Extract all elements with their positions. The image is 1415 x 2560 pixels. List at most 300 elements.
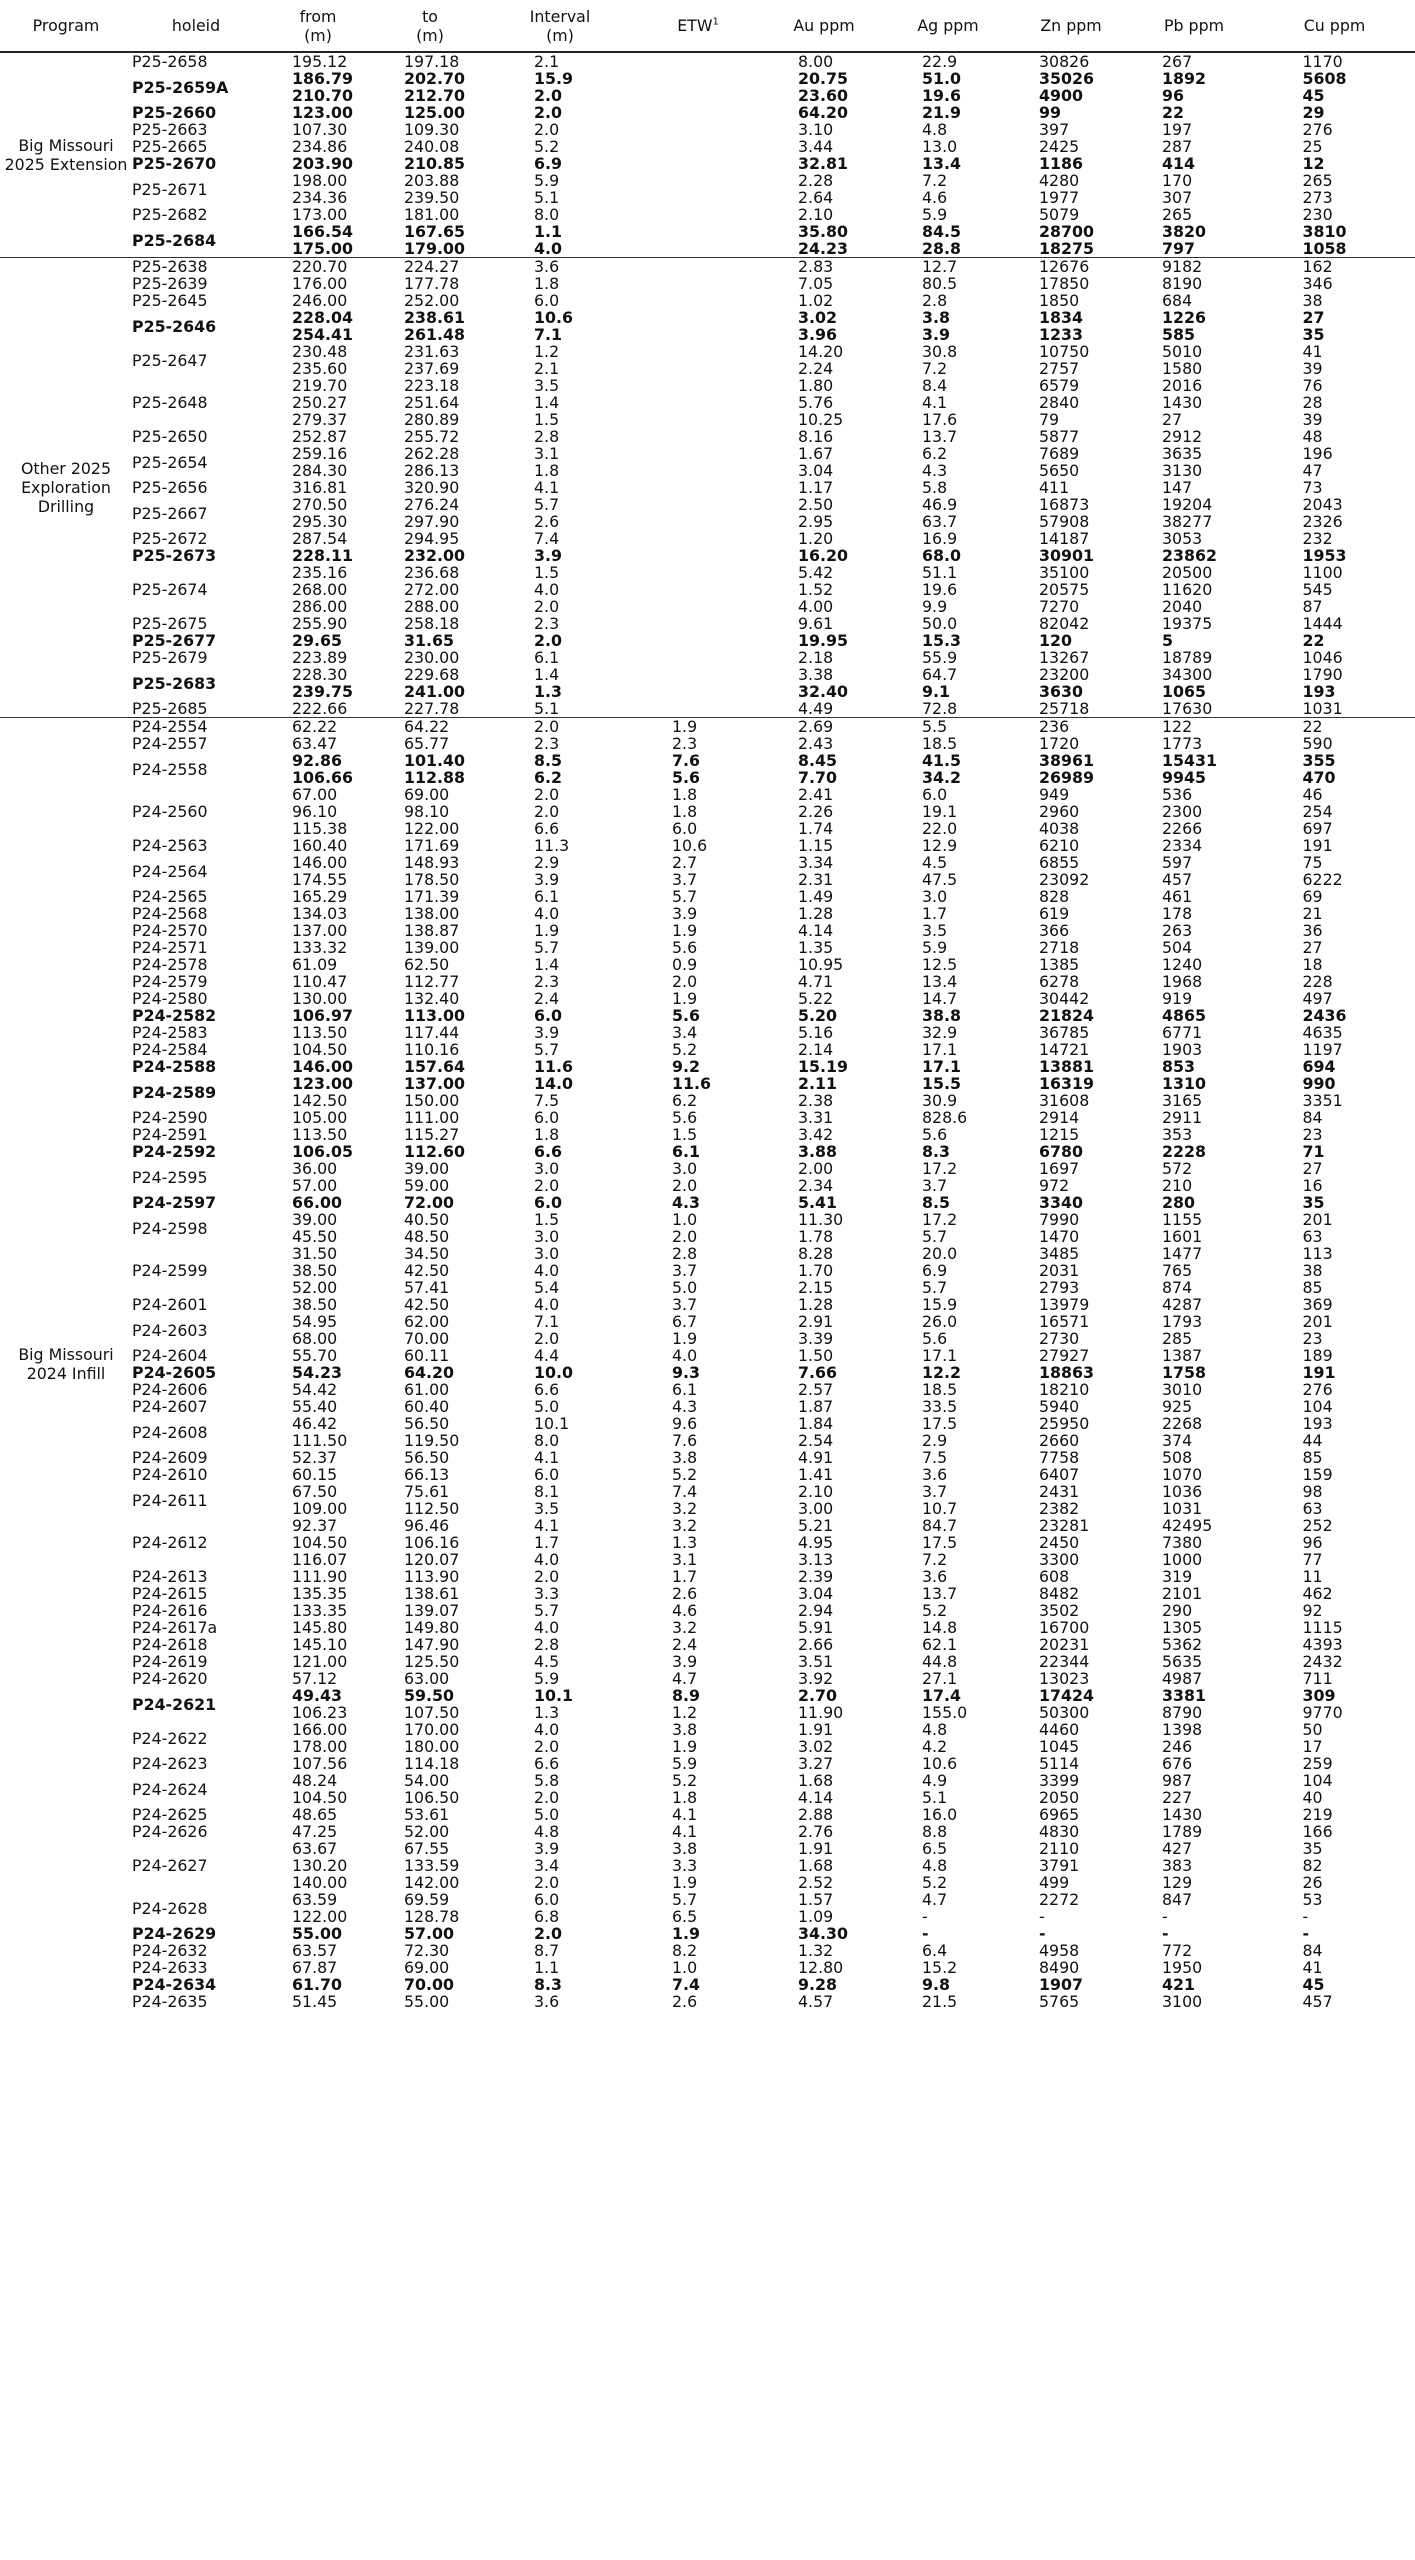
cell-zn: [1008, 1415, 1134, 1432]
hole-id: [132, 1194, 260, 1211]
cell-from-value: 175.00: [292, 240, 353, 258]
cell-au-value: 2.28: [798, 172, 834, 189]
cell-cu-value: 191: [1302, 1364, 1336, 1381]
cell-from: [260, 1364, 376, 1381]
cell-ag-value: 155.0: [922, 1704, 968, 1721]
cell-ag-value: 12.9: [922, 837, 958, 854]
cell-cu-value: 21: [1302, 905, 1323, 922]
cell-cu: [1254, 292, 1415, 309]
hole-id-text: P25-2671: [132, 179, 208, 199]
cell-au-value: 2.43: [798, 735, 834, 752]
cell-interval: [484, 377, 636, 394]
cell-au: [760, 223, 888, 240]
cell-to-value: 138.87: [404, 922, 460, 939]
cell-ag: [888, 1704, 1008, 1721]
cell-cu: [1254, 309, 1415, 326]
header-from-unit: (m): [304, 25, 332, 45]
cell-au-value: 3.39: [798, 1330, 834, 1347]
hole-id: [132, 922, 260, 939]
cell-interval-value: 1.3: [534, 683, 562, 700]
cell-zn-value: 6579: [1039, 377, 1080, 394]
cell-zn: [1008, 1126, 1134, 1143]
cell-to: [376, 1993, 484, 2010]
table-row: [0, 1466, 1415, 1483]
cell-from-value: 223.89: [292, 649, 348, 666]
cell-interval: [484, 530, 636, 547]
cell-ag: [888, 1313, 1008, 1330]
cell-to-value: 320.90: [404, 479, 460, 496]
hole-id: [132, 1823, 260, 1840]
cell-ag-value: 13.7: [922, 428, 958, 445]
cell-cu-value: 76: [1302, 377, 1323, 394]
cell-interval: [484, 1262, 636, 1279]
cell-cu: [1254, 752, 1415, 769]
cell-au: [760, 462, 888, 479]
cell-to-value: 179.00: [404, 240, 465, 258]
cell-ag: [888, 1228, 1008, 1245]
cell-to-value: 40.50: [404, 1211, 450, 1228]
cell-ag: [888, 1925, 1008, 1942]
cell-etw-value: 1.2: [672, 1704, 698, 1721]
cell-interval: [484, 258, 636, 276]
cell-etw-value: 5.6: [672, 939, 698, 956]
hole-id: [132, 1585, 260, 1602]
cell-etw: [636, 1381, 760, 1398]
cell-interval-value: 14.0: [534, 1075, 573, 1092]
cell-zn-value: 7990: [1039, 1211, 1080, 1228]
cell-au-value: 2.94: [798, 1602, 834, 1619]
cell-pb: [1134, 871, 1254, 888]
cell-pb-value: 2911: [1162, 1109, 1203, 1126]
cell-au: [760, 973, 888, 990]
cell-zn-value: 13881: [1039, 1058, 1094, 1075]
table-row: [0, 837, 1415, 854]
cell-ag-value: 4.5: [922, 854, 948, 871]
cell-zn-value: 16873: [1039, 496, 1090, 513]
cell-pb: [1134, 1772, 1254, 1789]
cell-ag-value: 84.5: [922, 223, 961, 240]
hole-id: [132, 1891, 260, 1925]
cell-etw: [636, 258, 760, 276]
cell-zn-value: 1907: [1039, 1976, 1083, 1993]
cell-from: [260, 104, 376, 121]
cell-from: [260, 718, 376, 736]
cell-to-value: 138.61: [404, 1585, 460, 1602]
cell-etw: [636, 718, 760, 736]
hole-id: [132, 547, 260, 564]
cell-to: [376, 513, 484, 530]
cell-cu: [1254, 411, 1415, 428]
hole-id-text: P25-2663: [132, 121, 208, 138]
table-row: [0, 1942, 1415, 1959]
cell-to-value: 230.00: [404, 649, 460, 666]
table-row: [0, 700, 1415, 718]
cell-zn-value: 30826: [1039, 52, 1090, 70]
cell-ag-value: 17.6: [922, 411, 958, 428]
cell-zn: [1008, 1347, 1134, 1364]
cell-cu-value: 2436: [1302, 1007, 1347, 1024]
cell-from-value: 173.00: [292, 206, 348, 223]
cell-from-value: 63.47: [292, 735, 338, 752]
cell-from-value: 105.00: [292, 1109, 348, 1126]
cell-ag: [888, 956, 1008, 973]
cell-au-value: 5.21: [798, 1517, 834, 1534]
cell-cu: [1254, 1687, 1415, 1704]
cell-cu: [1254, 223, 1415, 240]
cell-cu: [1254, 666, 1415, 683]
cell-au: [760, 1976, 888, 1993]
cell-interval: [484, 1296, 636, 1313]
cell-cu-value: 697: [1302, 820, 1333, 837]
cell-au: [760, 990, 888, 1007]
cell-au-value: 32.81: [798, 155, 848, 172]
hole-id: [132, 530, 260, 547]
cell-zn-value: 26989: [1039, 769, 1094, 786]
cell-zn-value: 236: [1039, 717, 1070, 735]
cell-interval-value: 2.0: [534, 1177, 560, 1194]
cell-zn-value: 1720: [1039, 735, 1080, 752]
cell-ag: [888, 87, 1008, 104]
cell-to-value: 142.00: [404, 1874, 460, 1891]
cell-interval-value: 3.6: [534, 1993, 560, 2010]
cell-to: [376, 1381, 484, 1398]
cell-interval: [484, 1245, 636, 1262]
cell-zn-value: 3502: [1039, 1602, 1080, 1619]
cell-interval: [484, 1619, 636, 1636]
cell-cu: [1254, 275, 1415, 292]
cell-ag-value: 5.1: [922, 1789, 948, 1806]
cell-ag: [888, 104, 1008, 121]
cell-au-value: 1.74: [798, 820, 834, 837]
cell-from-value: 198.00: [292, 172, 348, 189]
cell-cu: [1254, 258, 1415, 276]
cell-ag-value: 5.8: [922, 479, 948, 496]
cell-interval-value: 4.8: [534, 1823, 560, 1840]
cell-to-value: 112.60: [404, 1143, 465, 1160]
cell-zn: [1008, 632, 1134, 649]
cell-pb-value: 1477: [1162, 1245, 1203, 1262]
header-etw-footnote: 1: [712, 16, 719, 28]
cell-au: [760, 683, 888, 700]
cell-interval-value: 5.2: [534, 138, 560, 155]
cell-zn-value: 120: [1039, 632, 1072, 649]
cell-pb-value: 414: [1162, 155, 1195, 172]
cell-cu-value: -: [1302, 1908, 1309, 1925]
cell-from-value: 165.29: [292, 888, 348, 905]
cell-zn: [1008, 1211, 1134, 1228]
cell-interval: [484, 1534, 636, 1551]
cell-pb: [1134, 1908, 1254, 1925]
cell-to-value: 59.50: [404, 1687, 454, 1704]
cell-pb-value: 227: [1162, 1789, 1193, 1806]
cell-cu-value: 69: [1302, 888, 1323, 905]
cell-from: [260, 956, 376, 973]
cell-cu-value: 159: [1302, 1466, 1333, 1483]
hole-id: [132, 1619, 260, 1636]
cell-au-value: 1.35: [798, 939, 834, 956]
cell-pb-value: 9945: [1162, 769, 1206, 786]
cell-zn-value: 828: [1039, 888, 1070, 905]
cell-pb-value: 676: [1162, 1755, 1193, 1772]
cell-cu-value: 27: [1302, 939, 1323, 956]
hole-id-text: P24-2595: [132, 1167, 208, 1187]
cell-from-value: 146.00: [292, 1058, 353, 1075]
cell-etw-value: 1.0: [672, 1959, 698, 1976]
cell-etw-value: 1.5: [672, 1126, 698, 1143]
cell-to-value: 231.63: [404, 343, 460, 360]
cell-to: [376, 820, 484, 837]
cell-etw-value: 3.1: [672, 1551, 698, 1568]
cell-from: [260, 973, 376, 990]
cell-au-value: 32.40: [798, 683, 848, 700]
cell-zn-value: 14721: [1039, 1041, 1090, 1058]
cell-au: [760, 1330, 888, 1347]
cell-cu: [1254, 326, 1415, 343]
cell-pb-value: 536: [1162, 786, 1193, 803]
cell-pb: [1134, 803, 1254, 820]
cell-pb: [1134, 1024, 1254, 1041]
cell-ag-value: 34.2: [922, 769, 961, 786]
cell-to-value: 197.18: [404, 52, 460, 70]
header-from: from (m): [260, 0, 376, 52]
cell-etw-value: 10.6: [672, 837, 708, 854]
cell-ag: [888, 1143, 1008, 1160]
cell-pb-value: 772: [1162, 1942, 1193, 1959]
cell-au-value: 3.44: [798, 138, 834, 155]
cell-to-value: 139.00: [404, 939, 460, 956]
cell-pb: [1134, 1330, 1254, 1347]
cell-zn: [1008, 1959, 1134, 1976]
cell-to-value: 170.00: [404, 1721, 460, 1738]
cell-to-value: 148.93: [404, 854, 460, 871]
cell-ag-value: 46.9: [922, 496, 958, 513]
cell-ag: [888, 1432, 1008, 1449]
cell-interval-value: 2.6: [534, 513, 560, 530]
cell-ag-value: 32.9: [922, 1024, 958, 1041]
table-body: [0, 52, 1415, 2010]
cell-from: [260, 1075, 376, 1092]
cell-interval: [484, 1738, 636, 1755]
cell-au: [760, 718, 888, 736]
cell-to: [376, 718, 484, 736]
cell-to: [376, 1126, 484, 1143]
cell-zn-value: 608: [1039, 1568, 1070, 1585]
cell-cu: [1254, 1262, 1415, 1279]
cell-interval: [484, 1211, 636, 1228]
cell-to: [376, 752, 484, 769]
cell-etw-value: 5.7: [672, 888, 698, 905]
cell-zn-value: 2110: [1039, 1840, 1080, 1857]
table-row: [0, 564, 1415, 581]
cell-ag: [888, 1007, 1008, 1024]
cell-interval-value: 1.4: [534, 666, 560, 683]
cell-ag: [888, 1653, 1008, 1670]
hole-id: [132, 1347, 260, 1364]
cell-ag: [888, 1041, 1008, 1058]
cell-cu-value: 232: [1302, 530, 1333, 547]
cell-interval-value: 6.0: [534, 1891, 560, 1908]
hole-id-text: P24-2611: [132, 1490, 208, 1510]
cell-etw-value: 7.6: [672, 1432, 698, 1449]
cell-pb: [1134, 1806, 1254, 1823]
cell-au: [760, 1517, 888, 1534]
cell-au: [760, 275, 888, 292]
cell-ag-value: 4.2: [922, 1738, 948, 1755]
cell-interval-value: 1.1: [534, 223, 562, 240]
cell-au: [760, 1160, 888, 1177]
cell-interval-value: 4.0: [534, 581, 560, 598]
cell-from-value: 57.12: [292, 1670, 338, 1687]
cell-au-value: 1.49: [798, 888, 834, 905]
cell-pb-value: 8790: [1162, 1704, 1203, 1721]
cell-ag: [888, 513, 1008, 530]
cell-au: [760, 1194, 888, 1211]
cell-to: [376, 1313, 484, 1330]
cell-from: [260, 837, 376, 854]
cell-etw: [636, 1160, 760, 1177]
cell-zn-value: 6855: [1039, 854, 1080, 871]
cell-cu: [1254, 1364, 1415, 1381]
cell-interval: [484, 683, 636, 700]
cell-etw: [636, 206, 760, 223]
cell-ag: [888, 1806, 1008, 1823]
cell-au: [760, 1551, 888, 1568]
cell-pb: [1134, 1313, 1254, 1330]
cell-au: [760, 1908, 888, 1925]
cell-zn-value: 17850: [1039, 275, 1090, 292]
hole-id: [132, 700, 260, 718]
cell-au: [760, 1211, 888, 1228]
table-row: [0, 615, 1415, 632]
cell-zn: [1008, 820, 1134, 837]
cell-from: [260, 479, 376, 496]
cell-zn: [1008, 1024, 1134, 1041]
cell-from: [260, 769, 376, 786]
cell-cu-value: 96: [1302, 1534, 1323, 1551]
cell-interval-value: 3.3: [534, 1585, 560, 1602]
cell-au-value: 1.50: [798, 1347, 834, 1364]
cell-from: [260, 1296, 376, 1313]
cell-to: [376, 1908, 484, 1925]
cell-au: [760, 1925, 888, 1942]
cell-au: [760, 769, 888, 786]
cell-interval-value: 1.2: [534, 343, 560, 360]
cell-zn: [1008, 1007, 1134, 1024]
cell-au-value: 2.10: [798, 206, 834, 223]
cell-to: [376, 70, 484, 87]
cell-etw-value: 4.0: [672, 1347, 698, 1364]
cell-to: [376, 803, 484, 820]
hole-id-text: P24-2560: [132, 802, 208, 821]
cell-zn: [1008, 1262, 1134, 1279]
cell-au: [760, 1670, 888, 1687]
cell-ag: [888, 275, 1008, 292]
cell-pb: [1134, 1279, 1254, 1296]
cell-from: [260, 1126, 376, 1143]
cell-interval-value: 6.0: [534, 1466, 560, 1483]
cell-to-value: 180.00: [404, 1738, 460, 1755]
cell-interval-value: 2.0: [534, 786, 560, 803]
cell-pb: [1134, 939, 1254, 956]
cell-from-value: 52.00: [292, 1279, 338, 1296]
cell-etw: [636, 104, 760, 121]
cell-etw-value: 2.7: [672, 854, 698, 871]
cell-interval: [484, 275, 636, 292]
cell-au-value: 7.70: [798, 769, 837, 786]
cell-to: [376, 121, 484, 138]
table-row: [0, 1398, 1415, 1415]
cell-cu-value: 4393: [1302, 1636, 1343, 1653]
cell-cu-value: 201: [1302, 1313, 1333, 1330]
cell-au: [760, 172, 888, 189]
cell-zn-value: 2914: [1039, 1109, 1080, 1126]
cell-to-value: 54.00: [404, 1772, 450, 1789]
cell-interval: [484, 1449, 636, 1466]
cell-zn: [1008, 1143, 1134, 1160]
cell-pb-value: 1000: [1162, 1551, 1203, 1568]
cell-pb-value: 1226: [1162, 309, 1206, 326]
cell-etw-value: 2.4: [672, 1636, 698, 1653]
cell-etw-value: 5.6: [672, 769, 700, 786]
cell-interval: [484, 496, 636, 513]
cell-etw: [636, 1789, 760, 1806]
cell-zn: [1008, 1789, 1134, 1806]
cell-interval-value: 6.6: [534, 1143, 562, 1160]
cell-cu: [1254, 1432, 1415, 1449]
cell-au-value: 3.92: [798, 1670, 834, 1687]
cell-to: [376, 1364, 484, 1381]
cell-to: [376, 1568, 484, 1585]
cell-interval-value: 5.0: [534, 1398, 560, 1415]
cell-zn: [1008, 700, 1134, 718]
cell-interval-value: 1.4: [534, 394, 560, 411]
cell-to: [376, 1925, 484, 1942]
hole-id: [132, 1772, 260, 1806]
cell-cu: [1254, 1840, 1415, 1857]
cell-pb: [1134, 530, 1254, 547]
cell-from: [260, 1908, 376, 1925]
cell-au: [760, 1075, 888, 1092]
cell-zn-value: 5765: [1039, 1993, 1080, 2010]
cell-etw: [636, 1636, 760, 1653]
cell-zn: [1008, 70, 1134, 87]
cell-zn: [1008, 1891, 1134, 1908]
cell-from: [260, 1772, 376, 1789]
cell-cu-value: 45: [1302, 87, 1325, 104]
cell-to: [376, 1619, 484, 1636]
cell-zn: [1008, 1160, 1134, 1177]
cell-cu-value: 85: [1302, 1279, 1323, 1296]
cell-to-value: 294.95: [404, 530, 460, 547]
cell-etw-value: 2.6: [672, 1585, 698, 1602]
table-row: [0, 1823, 1415, 1840]
cell-pb: [1134, 1551, 1254, 1568]
header-interval-unit: (m): [546, 25, 574, 45]
cell-au-value: 5.41: [798, 1194, 837, 1211]
cell-cu: [1254, 854, 1415, 871]
table-row: [0, 1024, 1415, 1041]
cell-from-value: 254.41: [292, 326, 353, 343]
hole-id-text: P24-2618: [132, 1636, 208, 1653]
cell-ag: [888, 905, 1008, 922]
cell-etw: [636, 820, 760, 837]
cell-cu-value: 346: [1302, 275, 1333, 292]
cell-to: [376, 1636, 484, 1653]
cell-pb: [1134, 615, 1254, 632]
header-holeid: holeid: [132, 0, 260, 52]
cell-from: [260, 854, 376, 871]
hole-id: [132, 70, 260, 104]
